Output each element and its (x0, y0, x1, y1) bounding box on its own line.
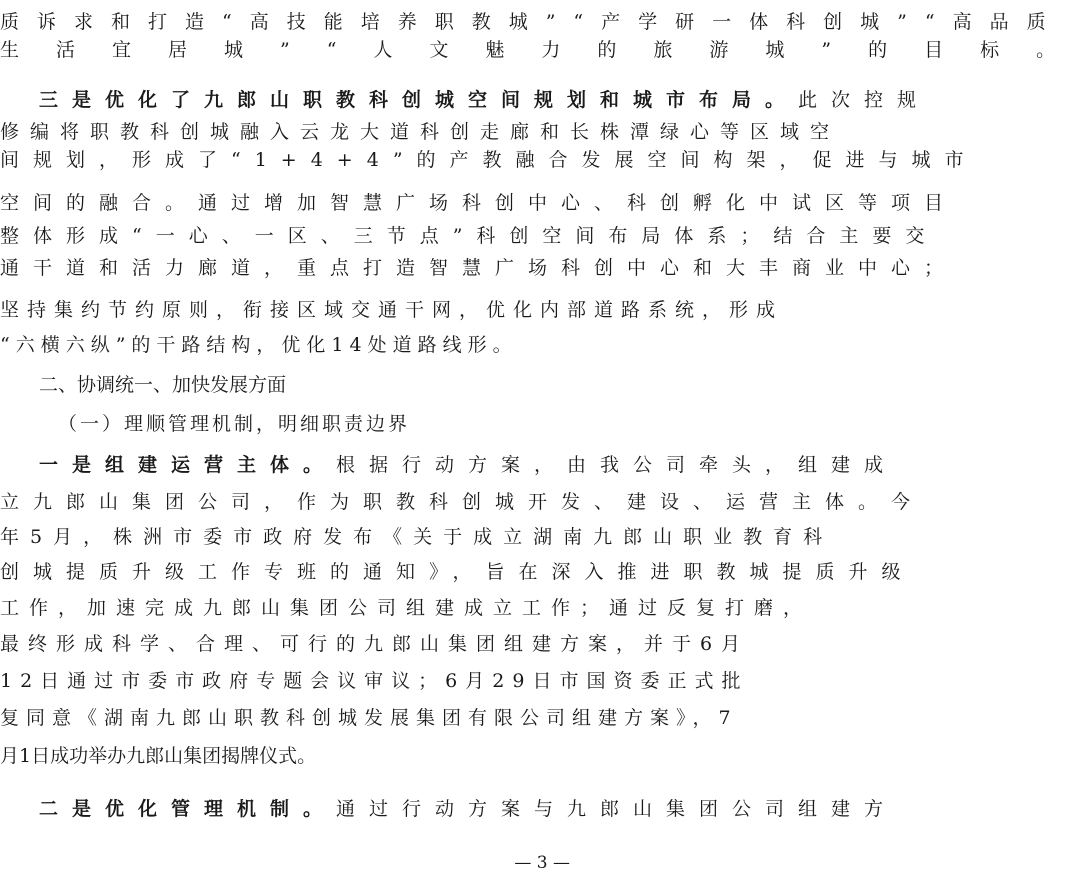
text-run: 年5月，株洲市委市政府发布《关于成立湖南九郎山职业教育科 (0, 526, 834, 548)
text-run: 最终形成科学、合理、可行的九郎山集团组建方案，并于6月 (0, 633, 750, 655)
text-line (0, 445, 898, 485)
text-run: 坚持集约节约原则，衔接区域交通干网，优化内部道路系统，形成 (0, 299, 784, 321)
text-run: 12日通过市委市政府专题会议审议；6月29日市国资委正式批 (0, 670, 749, 692)
text-line (0, 325, 606, 365)
text-run: 整体形成“一心、一区、三节点”科创空间布局体系；结合主要交 (0, 225, 939, 247)
text-run: 修编将职教科创城融入云龙大道科创走廊和长株潭绿心等区域空 (0, 121, 841, 143)
text-run: 空间的融合。通过增加智慧广场科创中心、科创孵化中试区等项目 (0, 192, 958, 214)
text-line (0, 404, 606, 444)
text-run: 工作，加速完成九郎山集团公司组建成立工作；通过反复打磨， (0, 597, 813, 619)
text-run: 二、协调统一、加快发展方面 (39, 374, 287, 396)
text-line (0, 482, 925, 522)
text-run: 此次控规 (798, 89, 931, 111)
text-line (0, 30, 1092, 70)
text-line (0, 624, 750, 664)
text-line (0, 365, 606, 405)
text-line (0, 588, 813, 628)
bold-run: 三是优化了九郎山职教科创城空间规划和城市布局。 (39, 89, 799, 111)
text-line (0, 140, 978, 180)
bold-run: 二是优化管理机制。 (39, 798, 337, 820)
text-run: 通过行动方案与九郎山集团公司组建方 (336, 798, 898, 820)
text-run: （一）理顺管理机制，明细职责边界 (58, 413, 411, 435)
bold-run: 一是组建运营主体。 (39, 454, 337, 476)
text-line (0, 517, 834, 557)
text-line (0, 661, 749, 701)
text-line (0, 736, 606, 776)
text-run: 月1日成功举办九郎山集团揭牌仪式。 (0, 745, 317, 767)
text-run: 根据行动方案，由我公司牵头，组建成 (336, 454, 898, 476)
text-run: 生活宜居城”“人文魅力的旅游城”的目标。 (0, 39, 1092, 61)
text-line (0, 698, 738, 738)
text-run: “六横六纵”的干路结构，优化14处道路线形。 (0, 334, 518, 356)
text-run: 创城提质升级工作专班的通知》，旨在深入推进职教城提质升级 (0, 561, 915, 583)
text-run: 间规划，形成了“1+4+4”的产教融合发展空间构架，促进与城市 (0, 149, 978, 171)
text-run: 立九郎山集团公司，作为职教科创城开发、建设、运营主体。今 (0, 491, 925, 513)
text-line (0, 248, 958, 288)
text-run: 质诉求和打造“高技能培养职教城”“产学研一体科创城”“高品质 (0, 11, 1064, 33)
page-number: — 3 — (514, 853, 570, 873)
text-line (0, 290, 784, 330)
text-line (0, 552, 915, 592)
text-line (0, 789, 898, 829)
text-run: 通干道和活力廊道，重点打造智慧广场科创中心和大丰商业中心； (0, 257, 958, 279)
text-run: 复同意《湖南九郎山职教科创城发展集团有限公司组建方案》，7 (0, 707, 738, 729)
